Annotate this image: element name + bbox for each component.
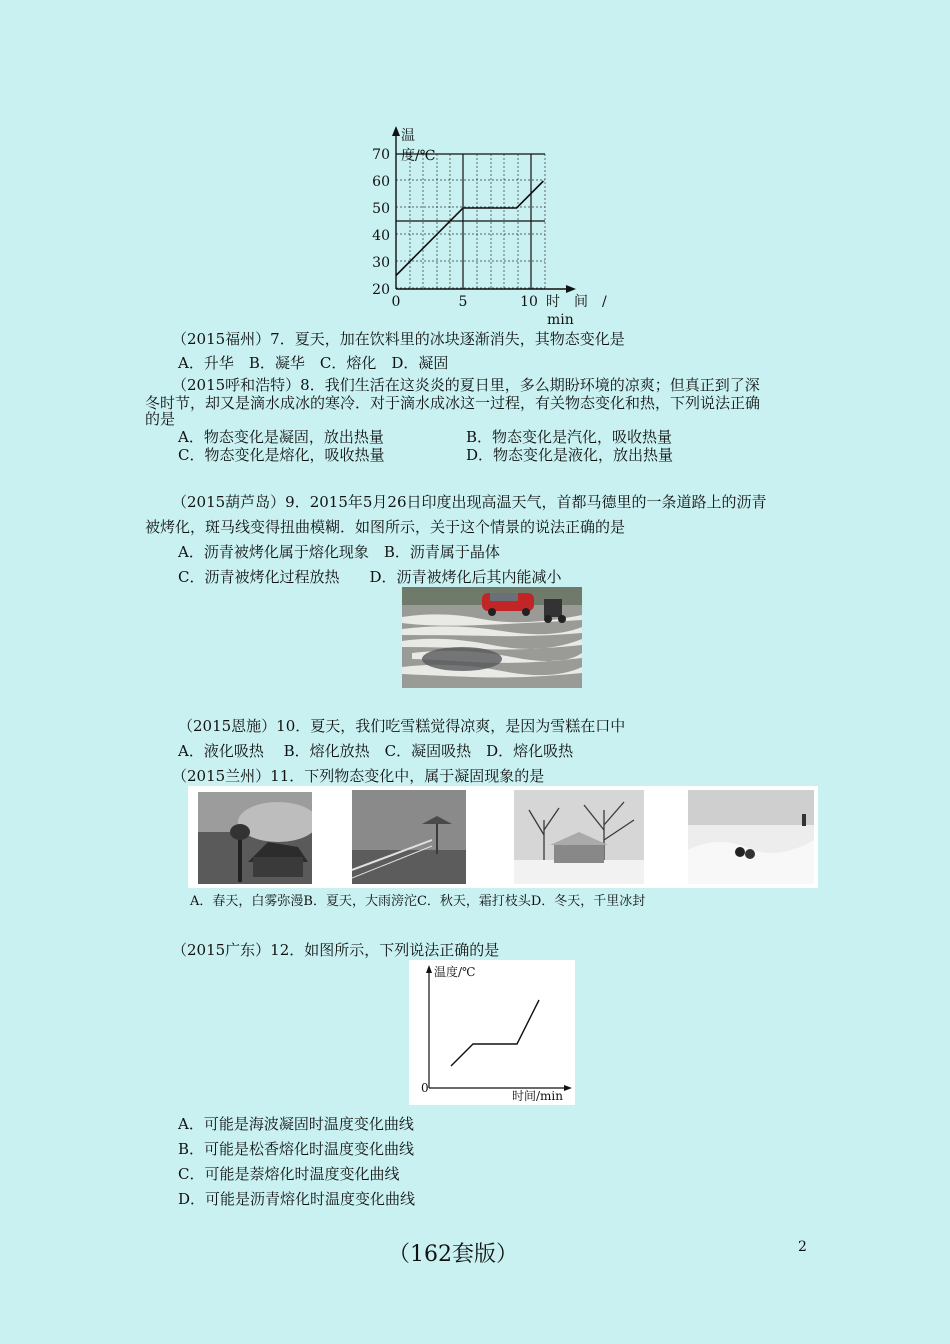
chart1-y-arrow: [392, 126, 400, 136]
q8-option-c: C．物态变化是熔化，吸收热量: [178, 446, 385, 464]
q8-option-d: D．物态变化是液化，放出热量: [466, 446, 674, 464]
chart1-ytick-60: 60: [372, 174, 390, 190]
chart1-y-label-2: 度/℃: [401, 148, 436, 164]
ice-photo: [688, 790, 814, 884]
q12-stem: （2015广东）12．如图所示，下列说法正确的是: [172, 941, 500, 959]
q12-temperature-chart: [409, 960, 575, 1105]
chart1-y-label-1: 温: [401, 128, 415, 144]
q11-captions-visible: A．春天，白雾弥漫B．夏天，大雨滂沱C．秋天，霜打枝头D．冬天，千里冰封: [190, 894, 646, 909]
chart1-ytick-30: 30: [372, 255, 390, 271]
fog-photo: [198, 792, 312, 884]
chart1-ytick-40: 40: [372, 228, 390, 244]
chart1-xtick-5: 5: [458, 294, 468, 310]
melted-road-photo: [402, 587, 582, 688]
q7-options: A．升华 B．凝华 C．熔化 D．凝固: [178, 354, 449, 372]
q8-option-b: B．物态变化是汽化，吸收热量: [466, 428, 673, 446]
q7-stem: （2015福州）7．夏天，加在饮料里的冰块逐渐消失，其物态变化是: [172, 330, 625, 348]
chart1-ytick-70: 70: [372, 147, 390, 163]
q8-option-a: A．物态变化是凝固，放出热量: [178, 428, 384, 446]
q10-stem: （2015恩施）10．夏天，我们吃雪糕觉得凉爽，是因为雪糕在口中: [178, 717, 626, 735]
chart1-x-unit: min: [547, 312, 574, 328]
q11-image-strip: [188, 786, 818, 888]
chart1-x-arrow: [566, 285, 576, 293]
q8-stem-line2: 冬时节，却又是滴水成冰的寒冷．对于滴水成冰这一过程，有关物态变化和热，下列说法正确: [145, 394, 761, 412]
q11-stem: （2015兰州）11．下列物态变化中，属于凝固现象的是: [172, 767, 545, 785]
temperature-time-chart: [366, 124, 626, 329]
chart1-ytick-20: 20: [372, 282, 390, 298]
rain-photo: [352, 790, 466, 884]
edition-label: （162套版）: [388, 1242, 518, 1267]
q9-options-line1: A．沥青被烤化属于熔化现象 B．沥青属于晶体: [178, 543, 500, 561]
q9-stem-line2: 被烤化，斑马线变得扭曲模糊．如图所示，关于这个情景的说法正确的是: [145, 518, 626, 536]
chart1-x-label: 时 间 /: [546, 294, 607, 310]
chart2-origin: 0: [421, 1081, 429, 1095]
q12-option-b: B．可能是松香熔化时温度变化曲线: [178, 1140, 415, 1158]
q8-stem-line1: （2015呼和浩特）8．我们生活在这炎炎的夏日里，多么期盼环境的凉爽；但真正到了深: [172, 376, 760, 394]
q9-options-line2: C．沥青被烤化过程放热 D．沥青被烤化后其内能减小: [178, 568, 562, 586]
q12-option-c: C．可能是萘熔化时温度变化曲线: [178, 1165, 400, 1183]
q10-options: A．液化吸热 B．熔化放热 C．凝固吸热 D．熔化吸热: [178, 742, 574, 760]
chart1-xtick-10: 10: [520, 294, 538, 310]
q12-option-d: D．可能是沥青熔化时温度变化曲线: [178, 1190, 416, 1208]
page-number: 2: [798, 1239, 807, 1255]
q8-stem-line3: 的是: [145, 410, 176, 428]
chart1-ytick-50: 50: [372, 201, 390, 217]
chart1-xtick-0: 0: [391, 294, 401, 310]
chart2-y-label: 温度/℃: [434, 965, 476, 979]
frost-photo: [514, 790, 644, 884]
q9-stem-line1: （2015葫芦岛）9．2015年5月26日印度出现高温天气，首都马德里的一条道路上的沥青: [172, 493, 767, 511]
q12-option-a: A．可能是海波凝固时温度变化曲线: [178, 1115, 414, 1133]
chart2-x-label: 时间/min: [512, 1089, 563, 1103]
